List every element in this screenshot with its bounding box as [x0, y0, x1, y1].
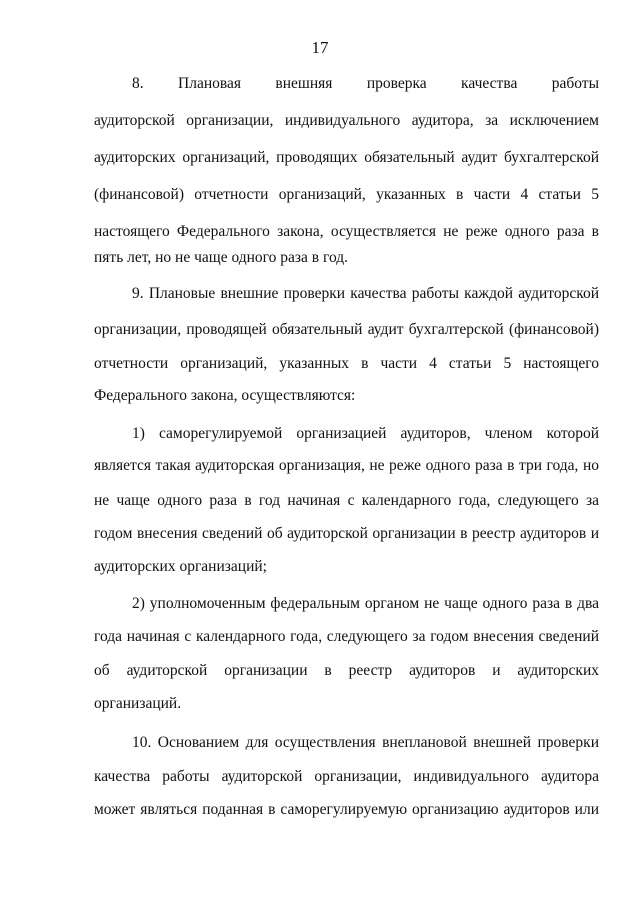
item-1-line-3: не чаще одного раза в год начиная с календарного года, следующего за [94, 492, 599, 509]
paragraph-8-line-1: 8. Плановая внешняя проверка качества работы [132, 75, 599, 92]
item-1-line-1: 1) саморегулируемой организацией аудиторов, членом которой [132, 425, 599, 442]
paragraph-8-line-4: (финансовой) отчетности организаций, указанных в части 4 статьи 5 [94, 186, 599, 203]
paragraph-10-line-3: может являться поданная в саморегулируемую организацию аудиторов или [94, 801, 599, 818]
item-2-line-3: об аудиторской организации в реестр аудиторов и аудиторских [94, 662, 599, 679]
item-2-line-4: организаций. [94, 695, 182, 712]
paragraph-10-line-1: 10. Основанием для осуществления внеплановой внешней проверки [132, 734, 599, 751]
paragraph-9-line-3: отчетности организаций, указанных в части 4 статьи 5 настоящего [94, 355, 599, 372]
item-1-line-5: аудиторских организаций; [94, 558, 267, 575]
paragraph-10-line-2: качества работы аудиторской организации, индивидуального аудитора [94, 768, 599, 785]
paragraph-8-line-2: аудиторской организации, индивидуального аудитора, за исключением [94, 112, 599, 129]
item-1-line-4: годом внесения сведений об аудиторской организации в реестр аудиторов и [94, 525, 599, 542]
paragraph-8-line-5: настоящего Федерального закона, осуществляется не реже одного раза в [94, 223, 599, 240]
paragraph-9-line-2: организации, проводящей обязательный аудит бухгалтерской (финансовой) [94, 321, 599, 338]
paragraph-8-line-6: пять лет, но не чаще одного раза в год. [94, 249, 349, 266]
item-2-line-1: 2) уполномоченным федеральным органом не чаще одного раза в два [132, 595, 599, 612]
paragraph-9-line-1: 9. Плановые внешние проверки качества работы каждой аудиторской [132, 285, 599, 302]
paragraph-8-line-3: аудиторских организаций, проводящих обязательный аудит бухгалтерской [94, 149, 599, 166]
item-2-line-2: года начиная с календарного года, следующего за годом внесения сведений [94, 628, 599, 645]
item-1-line-2: является такая аудиторская организация, не реже одного раза в три года, но [94, 457, 599, 474]
paragraph-9-line-4: Федерального закона, осуществляются: [94, 387, 356, 404]
page-number: 17 [311, 38, 329, 57]
